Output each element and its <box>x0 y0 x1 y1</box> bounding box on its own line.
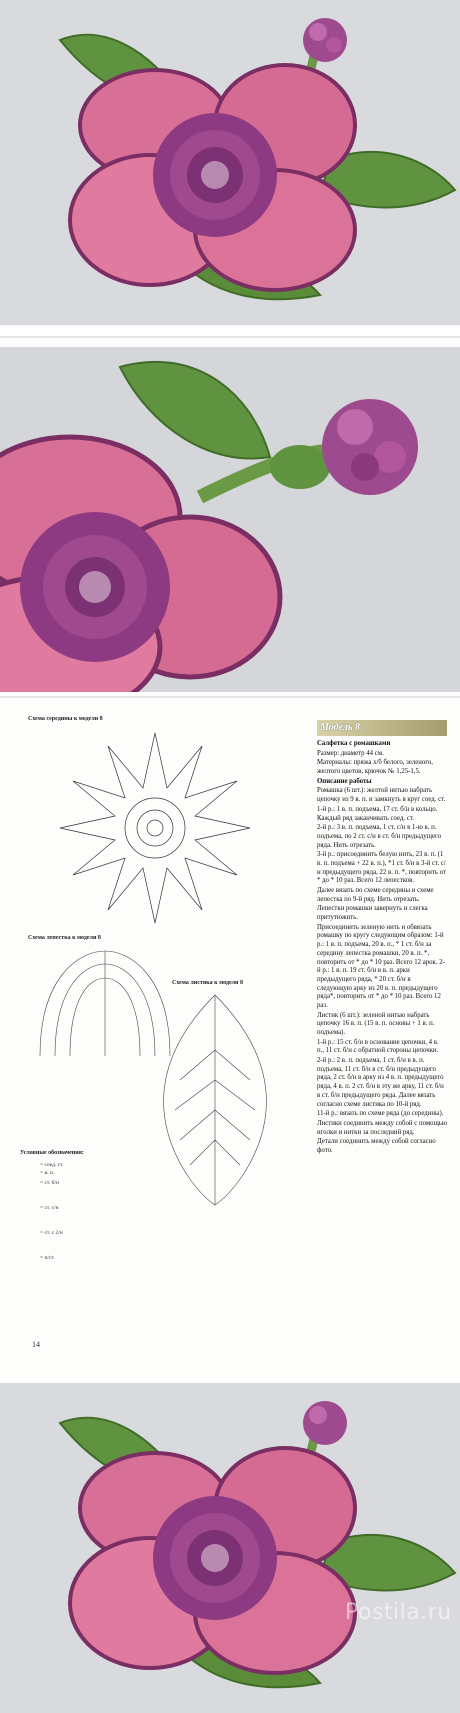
instruction-line: Материалы: пряжа х/б белого, зеленого, желтого цветов, крючок № 1,25-1,5. <box>317 759 434 776</box>
legend-item: = соед. ст. <box>40 1162 64 1168</box>
pattern-page <box>0 700 460 1376</box>
model-header <box>317 720 447 736</box>
divider <box>0 336 460 338</box>
instruction-line: 1-й р.: 15 ст. б/н в основание цепочки, 4 в. п., 11 ст. б/н с обратной стороны цепочки. <box>317 1038 439 1055</box>
instruction-line: 2-й р.: 3 в. п. подъема, 1 ст. с/н в 1-ю в. п. подъема, по 2 ст. с/н в ст. б/н предыдущего ряда. Нить отрезать. <box>317 824 442 849</box>
legend-item: = ст. с 2/н <box>40 1230 63 1236</box>
leaf-diagram <box>140 990 290 1210</box>
legend-item: = п/ст. <box>40 1255 55 1261</box>
instruction-line: Листик (6 шт.): зеленой нитью набрать цепочку 16 в. п. (15 в. п. основы + 1 в. п. подъема). <box>317 1011 435 1036</box>
instruction-line: Листики соединить между собой с помощью иголки и нитки за последний ряд. <box>317 1119 447 1136</box>
legend-caption: Условные обозначения: <box>20 1150 84 1156</box>
instruction-line: Размер: диаметр 44 см. <box>317 749 384 757</box>
instruction-line: Ромашка (6 шт.): желтой нитью набрать цепочку из 9 в. п. и замкнуть в круг соед. ст. <box>317 787 446 804</box>
instruction-line: 11-й р.: вязать по схеме ряда (до середины). <box>317 1110 444 1118</box>
center-diagram <box>55 728 255 928</box>
instruction-line: Салфетка с ромашками <box>317 740 391 747</box>
instruction-line: Далее вязать по схеме середины и схеме лепестка по 9-й ряд. Нить отрезать. <box>317 887 434 903</box>
petal-diagram-caption: Схема лепестка к модели 8 <box>28 935 101 941</box>
instruction-line: 1-й р.: 1 в. п. подъема, 17 ст. б/н в кольцо. Каждый ряд заканчивать соед. ст. <box>317 805 438 822</box>
divider <box>0 696 460 698</box>
photo-crochet-flower-bottom <box>0 1383 460 1713</box>
photo-crochet-flower-top <box>0 0 460 325</box>
instructions-column <box>317 720 447 1157</box>
instruction-line: Детали соединить между собой согласно фото. <box>317 1138 436 1154</box>
watermark-logo: Postila.ru <box>345 1600 452 1625</box>
instruction-line: Лепестки ромашки завернуть и слегка притутюжить. <box>317 905 428 922</box>
legend-item: = ст. с/н <box>40 1205 59 1211</box>
model-title: Модель 8 <box>320 722 360 733</box>
legend-item: = в. п. <box>40 1170 55 1176</box>
page-number: 14 <box>32 1340 40 1349</box>
instruction-line: 2-й р.: 2 в. п. подъема, 1 ст. б/н в в. п. подъема, 11 ст. б/н в ст. б/н предыдущего ряда, 2 ст. б/н в арку из 4 в. п. предыдущего ряда, 4 в. п. 2 ст. б/н в эту же арку, 11 ст. б/н в ст. б/н предыдущего ряда. Далее вязать согласно схеме листика по 10-й ряд. <box>317 1057 444 1108</box>
instruction-line: Присоединить зеленую нить и обвязать ромашку по кругу следующим образом: 1-й р.: 1 в. п. подъема, 20 в. п., * 1 ст. б/н за середину лепестка ромашки, 20 в. п. *, повторить от * до * 10 раз. Всего 12 арок. 2-й р.: 1 в. п. 19 ст. б/н в в. п. арки предыдущего ряда, * 20 ст. б/н в следующую арку из 20 в. п. предыдущего ряда*, повторить от * до * 10 раз. Всего 12 раз. <box>317 923 445 1009</box>
instruction-line: Описание работы <box>317 777 372 785</box>
photo-crochet-flower-closeup <box>0 347 460 692</box>
center-diagram-caption: Схема середины к модели 8 <box>28 716 103 722</box>
instruction-line: 3-й р.: присоединить белую нить, 23 в. п. (1 в. п. подъема + 22 в. п.), *1 ст. б/н в 3-й ст. с/н предыдущего ряда, 22 в. п. *, повторить от * до * 10 раз. Всего 12 лепестков. <box>317 851 446 885</box>
leaf-diagram-caption: Схема листика к модели 8 <box>172 980 243 986</box>
legend-item: = ст. б/н <box>40 1180 59 1186</box>
